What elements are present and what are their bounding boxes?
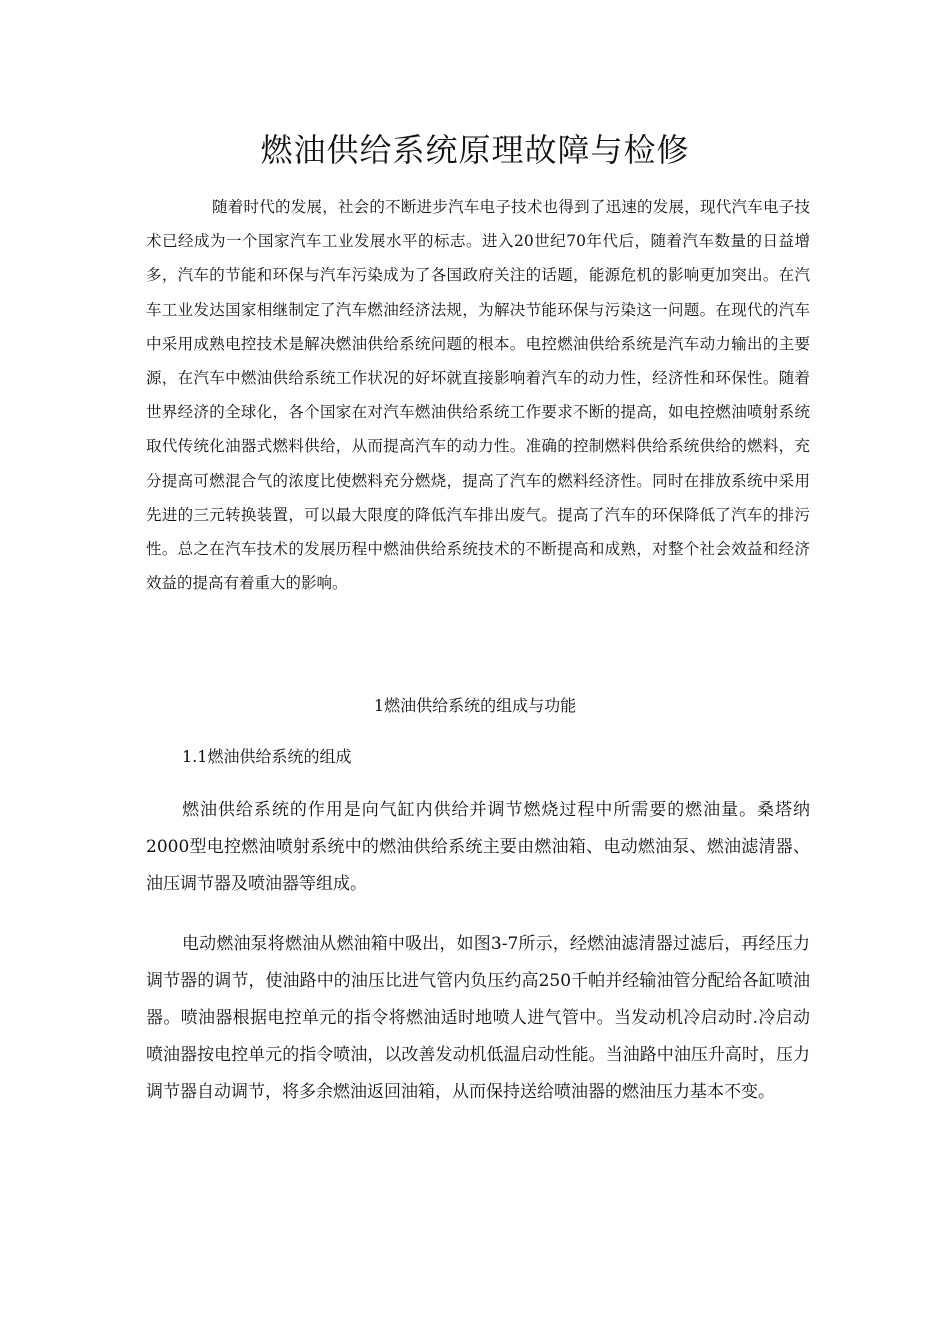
body-paragraph-1: 燃油供给系统的作用是向气缸内供给并调节燃烧过程中所需要的燃油量。桑塔纳2000型电控燃油喷射系统中的燃油供给系统主要由燃油箱、电动燃油泵、燃油滤清器、油压调节器及喷油器等组成。 — [146, 800, 810, 894]
document-title: 燃油供给系统原理故障与检修 — [260, 131, 690, 169]
subsection-heading: 1.1燃油供给系统的组成 — [182, 747, 352, 766]
section-heading: 1燃油供给系统的组成与功能 — [373, 696, 577, 715]
intro-paragraph: 随着时代的发展，社会的不断进步汽车电子技术也得到了迅速的发展，现代汽车电子技术已经成为一个国家汽车工业发展水平的标志。进入20世纪70年代后，随着汽车数量的日益增多，汽车的节能和环保与汽车污染成为了各国政府关注的话题，能源危机的影响更加突出。在汽车工业发达国家相继制定了汽车燃油经济法规，为解决节能环保与污染这一问题。在现代的汽车中采用成熟电控技术是解决燃油供给系统问题的根本。电控燃油供给系统是汽车动力输出的主要源，在汽车中燃油供给系统工作状况的好坏就直接影响着汽车的动力性，经济性和环保性。随着世界经济的全球化，各个国家在对汽车燃油供给系统工作要求不断的提高，如电控燃油喷射系统取代传统化油器式燃料供给，从而提高汽车的动力性。准确的控制燃料供给系统供给的燃料，充分提高可燃混合气的浓度比使燃料充分燃烧，提高了汽车的燃料经济性。同时在排放系统中采用先进的三元转换装置，可以最大限度的降低汽车排出废气。提高了汽车的环保降低了汽车的排污性。总之在汽车技术的发展历程中燃油供给系统技术的不断提高和成熟，对整个社会效益和经济效益的提高有着重大的影响。 — [146, 198, 810, 593]
body-paragraph-2: 电动燃油泵将燃油从燃油箱中吸出，如图3-7所示，经燃油滤清器过滤后，再经压力调节器的调节，使油路中的油压比进气管内负压约高250千帕并经输油管分配给各缸喷油器。喷油器根据电控单元的指令将燃油适时地喷人进气管中。当发动机冷启动时.冷启动喷油器按电控单元的指令喷油，以改善发动机低温启动性能。当油路中油压升高时，压力调节器自动调节，将多余燃油返回油箱，从而保持送给喷油器的燃油压力基本不变。 — [146, 934, 810, 1102]
